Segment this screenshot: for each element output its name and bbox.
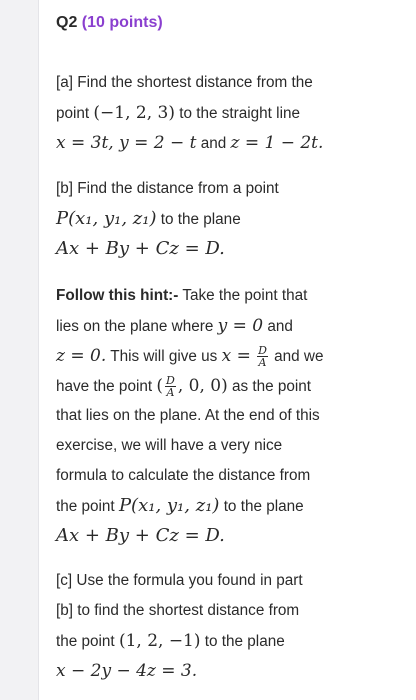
hint-line-8 xyxy=(56,491,411,521)
point-coordinates: (1, 2, −1) xyxy=(118,631,201,651)
part-b-text: to the plane xyxy=(160,211,241,228)
question-card xyxy=(38,0,416,700)
hint-math: y = 0 xyxy=(217,316,264,336)
part-c-text: the point xyxy=(56,633,115,650)
hint-math: , 0, 0) xyxy=(177,376,228,396)
part-a-line-3 xyxy=(56,128,411,158)
hint-line-3 xyxy=(56,341,411,371)
part-b-line-1: [b] Find the distance from a point xyxy=(56,180,279,197)
hint-line-6: exercise, we will have a very nice xyxy=(56,437,283,454)
part-b-line-2 xyxy=(56,204,411,234)
fraction-d-over-a xyxy=(165,375,176,398)
hint-line-1 xyxy=(56,281,411,311)
part-a-text: point xyxy=(56,105,90,122)
hint-text: Take the point that xyxy=(182,287,308,304)
fraction-denominator: A xyxy=(166,386,175,400)
point-p: P(x₁, y₁, z₁) xyxy=(118,495,220,516)
part-c-line-2: [b] to find the shortest distance from xyxy=(56,602,300,619)
part-b-line-3 xyxy=(56,234,411,264)
part-c xyxy=(56,566,411,686)
question-title xyxy=(56,14,163,32)
fraction-denominator: A xyxy=(258,356,267,370)
hint-line-9 xyxy=(56,521,411,551)
line-equation: z = 1 − 2t. xyxy=(230,133,324,153)
part-a-text: to the straight line xyxy=(179,105,300,122)
hint-text: have the point xyxy=(56,378,153,395)
hint-text: to the plane xyxy=(223,498,304,515)
part-c-text: to the plane xyxy=(204,633,285,650)
part-a-text: and xyxy=(200,135,227,152)
hint-line-5: that lies on the plane. At the end of this xyxy=(56,407,320,424)
hint-line-2 xyxy=(56,311,411,341)
hint-text: as the point xyxy=(231,378,312,395)
hint-text: and xyxy=(267,318,293,335)
hint-line-7: formula to calculate the distance from xyxy=(56,467,311,484)
part-c-line-4 xyxy=(56,656,411,686)
plane-equation: Ax + By + Cz = D. xyxy=(56,238,225,259)
plane-equation: Ax + By + Cz = D. xyxy=(56,525,225,546)
hint xyxy=(56,281,411,551)
hint-math: x = xyxy=(221,346,251,366)
part-b xyxy=(56,174,411,264)
fraction-d-over-a xyxy=(257,345,268,368)
part-a-line-2 xyxy=(56,98,411,128)
hint-text: lies on the plane where xyxy=(56,318,214,335)
fraction-numerator: D xyxy=(258,344,267,358)
hint-text: This will give us xyxy=(110,348,218,365)
plane-equation: x − 2y − 4z = 3. xyxy=(56,661,198,681)
part-c-line-3 xyxy=(56,626,411,656)
hint-line-4 xyxy=(56,371,411,401)
hint-math: z = 0. xyxy=(56,346,107,366)
part-a xyxy=(56,68,411,158)
point-p: P(x₁, y₁, z₁) xyxy=(56,208,157,229)
point-coordinates: (−1, 2, 3) xyxy=(93,103,175,123)
part-c-line-1: [c] Use the formula you found in part xyxy=(56,572,303,589)
hint-text: the point xyxy=(56,498,115,515)
line-equation: x = 3t, y = 2 − t xyxy=(56,133,197,153)
fraction-numerator: D xyxy=(166,374,175,388)
question-points: (10 points) xyxy=(81,14,163,31)
question-number: Q2 xyxy=(56,14,78,31)
part-a-line-1: [a] Find the shortest distance from the xyxy=(56,74,313,91)
hint-math: ( xyxy=(156,376,163,396)
hint-text: and we xyxy=(274,348,324,365)
hint-label: Follow this hint:- xyxy=(56,287,179,304)
